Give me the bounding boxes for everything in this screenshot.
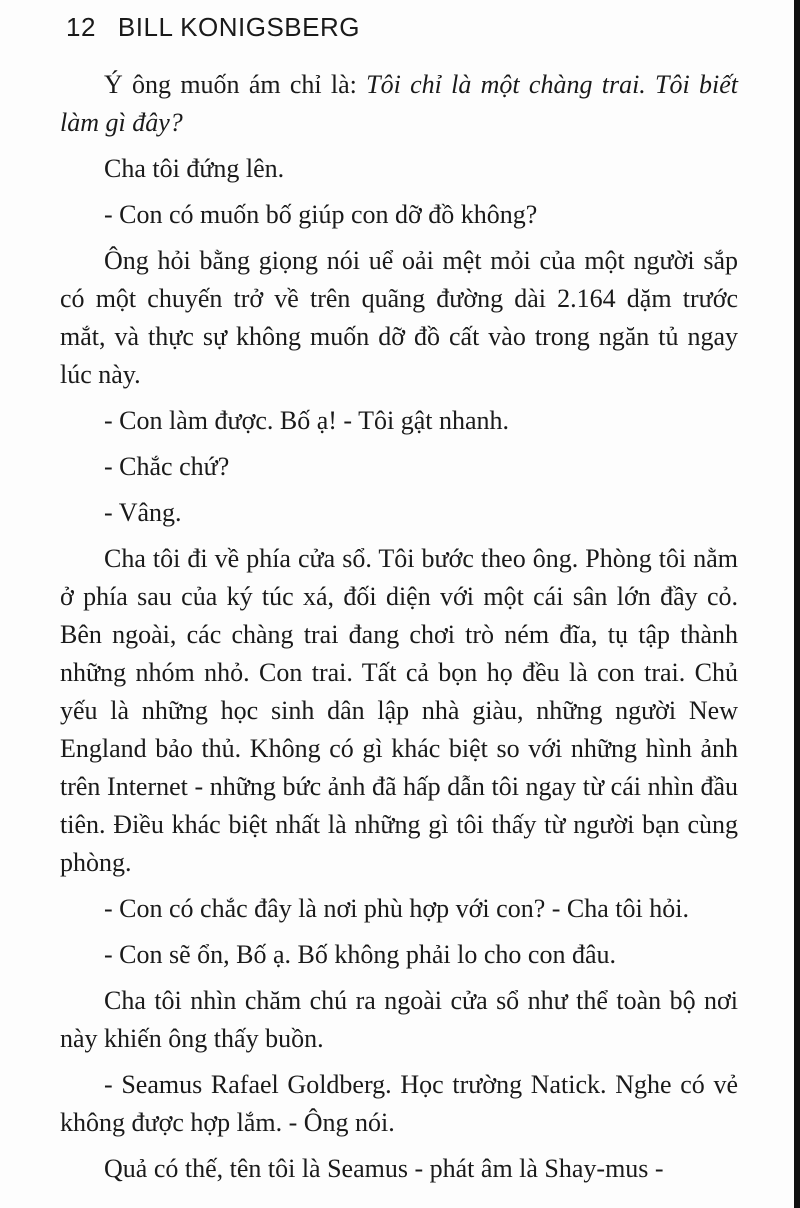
paragraph-text: - Con sẽ ổn, Bố ạ. Bố không phải lo cho con đâu. bbox=[104, 940, 616, 969]
paragraph-text: Quả có thế, tên tôi là Seamus - phát âm là Shay-mus - bbox=[104, 1154, 664, 1183]
dialog-line bbox=[60, 936, 738, 974]
paragraph-text: - Con có muốn bố giúp con dỡ đồ không? bbox=[104, 200, 538, 229]
paragraph-text: Cha tôi đứng lên. bbox=[104, 154, 285, 183]
page-number: 12 bbox=[66, 12, 96, 42]
paragraph-text: Ông hỏi bằng giọng nói uể oải mệt mỏi của một người sắp có một chuyến trở về trên quãng đường dài 2.164 dặm trước mắt, và thực sự không muốn dỡ đồ cất vào trong ngăn tủ ngay lúc này. bbox=[60, 246, 738, 389]
paragraph-text: - Vâng. bbox=[104, 498, 182, 527]
body-text bbox=[60, 66, 738, 1196]
dialog-line bbox=[60, 890, 738, 928]
paragraph-text: - Chắc chứ? bbox=[104, 452, 230, 481]
paragraph-text: - Seamus Rafael Goldberg. Học trường Natick. Nghe có vẻ không được hợp lắm. - Ông nói. bbox=[60, 1070, 738, 1137]
dialog-line bbox=[60, 402, 738, 440]
paragraph-text: - Con có chắc đây là nơi phù hợp với con? - Cha tôi hỏi. bbox=[104, 894, 689, 923]
paragraph bbox=[60, 66, 738, 142]
paragraph bbox=[60, 242, 738, 394]
dialog-line bbox=[60, 448, 738, 486]
paragraph bbox=[60, 982, 738, 1058]
dialog-line bbox=[60, 196, 738, 234]
scan-border bbox=[794, 0, 800, 1208]
dialog-line bbox=[60, 494, 738, 532]
paragraph bbox=[60, 1150, 738, 1188]
italic-thought: Tôi chỉ là một chàng trai. Tôi biết làm gì đây? bbox=[60, 70, 739, 137]
running-head bbox=[66, 12, 360, 43]
paragraph bbox=[60, 540, 738, 882]
paragraph-text: Cha tôi đi về phía cửa sổ. Tôi bước theo ông. Phòng tôi nằm ở phía sau của ký túc xá, đối diện với một cái sân lớn đầy cỏ. Bên ngoài, các chàng trai đang chơi trò ném đĩa, tụ tập thành những nhóm nhỏ. Con trai. Tất cả bọn họ đều là con trai. Chủ yếu là những học sinh dân lập nhà giàu, những người New England bảo thủ. Không có gì khác biệt so với những hình ảnh trên Internet - những bức ảnh đã hấp dẫn tôi ngay từ cái nhìn đầu tiên. Điều khác biệt nhất là những gì tôi thấy từ người bạn cùng phòng. bbox=[60, 544, 738, 877]
paragraph-text: Cha tôi nhìn chăm chú ra ngoài cửa sổ như thể toàn bộ nơi này khiến ông thấy buồn. bbox=[60, 986, 738, 1053]
paragraph bbox=[60, 150, 738, 188]
author-name: BILL KONIGSBERG bbox=[117, 12, 360, 42]
paragraph-text: Ý ông muốn ám chỉ là: bbox=[104, 70, 367, 99]
dialog-line bbox=[60, 1066, 738, 1142]
paragraph-text: - Con làm được. Bố ạ! - Tôi gật nhanh. bbox=[104, 406, 510, 435]
